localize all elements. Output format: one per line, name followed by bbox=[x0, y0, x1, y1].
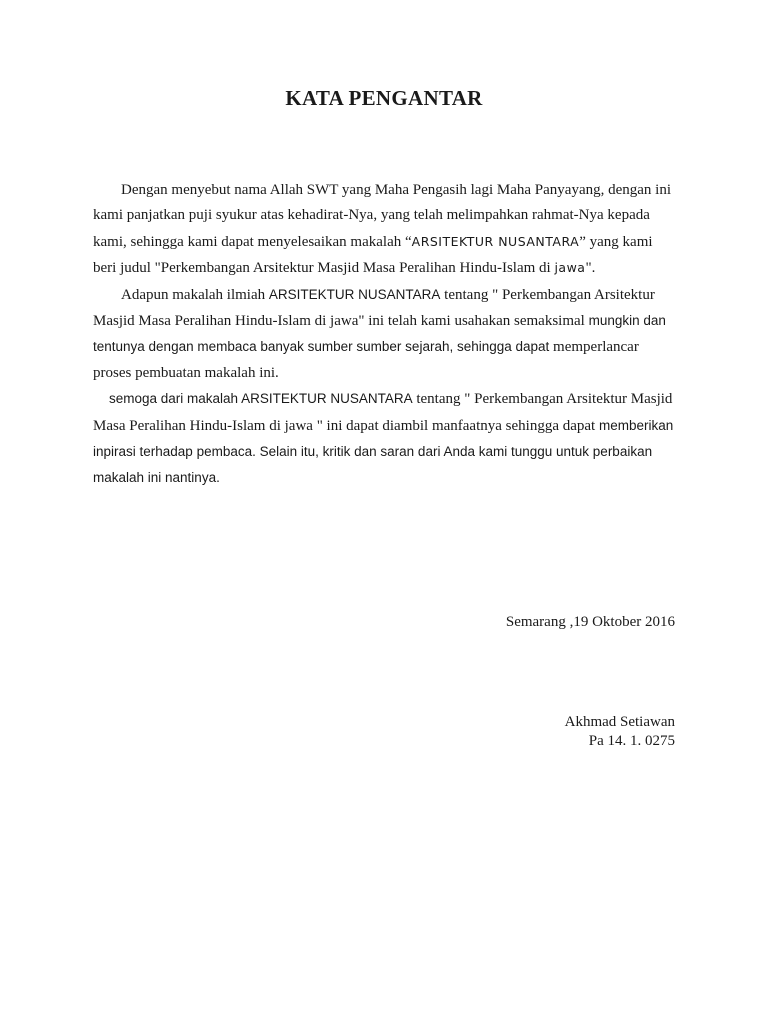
signature-block bbox=[565, 713, 675, 751]
paragraph-3-run-1: semoga dari makalah bbox=[109, 391, 242, 407]
paragraph-1-run-1: Dengan menyebut nama Allah SWT yang Maha Pengasih lagi Maha Panyayang, dengan ini kami panjatkan puji syukur atas kehadirat-Nya, yang telah melimpahkan rahmat-Nya kepada kami, sehingga kami dapat menyelesaikan makalah “ bbox=[93, 182, 672, 250]
paragraph-2-run-5: memperlancar proses pembuatan makalah ini. bbox=[93, 339, 639, 381]
signature-name: Akhmad Setiawan bbox=[564, 714, 675, 730]
paragraph-1-run-4: jawa bbox=[554, 260, 586, 276]
paragraph-3 bbox=[93, 386, 677, 492]
place-date: Semarang ,19 Oktober 2016 bbox=[505, 614, 675, 630]
paragraph-2-run-1: Adapun makalah ilmiah bbox=[121, 286, 269, 303]
page-title: KATA PENGANTAR bbox=[285, 86, 483, 110]
paragraph-2-run-4: mungkin dan tentunya dengan membaca banyak sumber sumber sejarah, sehingga dapat bbox=[93, 313, 666, 355]
paragraph-3-run-2: ARSITEKTUR NUSANTARA bbox=[241, 391, 413, 407]
paragraph-1-run-3: ” yang kami beri judul "Perkembangan Arsitektur Masjid Masa Peralihan Hindu-Islam di bbox=[93, 233, 653, 277]
paragraph-1-run-5: ". bbox=[585, 260, 596, 277]
paragraph-3-run-3: tentang " Perkembangan Arsitektur Masjid Masa Peralihan Hindu-Islam di jawa " ini dapat diambil manfaatnya sehingga dapat bbox=[93, 391, 673, 434]
paragraph-2-run-2: ARSITEKTUR NUSANTARA bbox=[268, 286, 441, 302]
paragraph-1 bbox=[93, 178, 677, 282]
paragraph-3-run-4: memberikan inpirasi terhadap pembaca. Selain itu, kritik dan saran dari Anda kami tunggu untuk perbaikan makalah ini nantinya. bbox=[93, 417, 674, 486]
paragraph-1-run-2: ARSITEKTUR NUSANTARA bbox=[411, 233, 580, 249]
paragraph-2 bbox=[93, 282, 677, 387]
signature-id: Pa 14. 1. 0275 bbox=[588, 733, 675, 749]
body-text bbox=[93, 178, 677, 492]
paragraph-2-run-3: tentang " Perkembangan Arsitektur Masjid Masa Peralihan Hindu-Islam di jawa" ini telah kami usahakan semaksimal bbox=[93, 286, 655, 330]
